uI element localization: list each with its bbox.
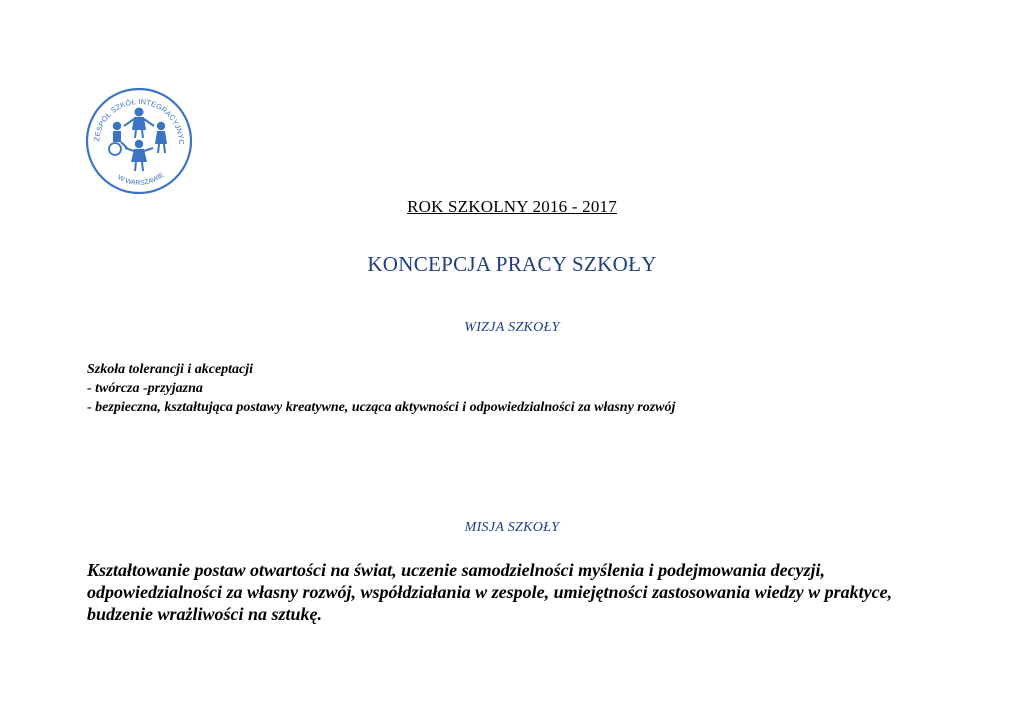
vision-line: - twórcza -przyjazna — [87, 381, 203, 396]
school-year-title: ROK SZKOLNY 2016 - 2017 — [407, 197, 617, 216]
mission-heading: MISJA SZKOŁY — [464, 520, 560, 535]
logo-arc-text-top: ZESPÓŁ SZKÓŁ INTEGRACYJNYC — [92, 96, 187, 146]
mission-line: budzenie wrażliwości na sztukę. — [87, 604, 323, 624]
mission-line: odpowiedzialności za własny rozwój, współdziałania w zespole, umiejętności zastosowania wiedzy w praktyce, — [87, 582, 893, 602]
children-figures-icon — [109, 108, 167, 172]
mission-line: Kształtowanie postaw otwartości na świat, uczenie samodzielności myślenia i podejmowania decyzji, — [87, 560, 826, 580]
school-logo — [84, 86, 194, 196]
vision-statement — [87, 360, 675, 417]
vision-heading: WIZJA SZKOŁY — [464, 320, 560, 335]
logo-arc-text-bottom: W WARSZAWIE — [116, 171, 166, 187]
vision-line: - bezpieczna, kształtująca postawy kreatywne, ucząca aktywności i odpowiedzialności za własny rozwój — [87, 400, 676, 415]
vision-line: Szkoła tolerancji i akceptacji — [87, 362, 254, 377]
document-title: KONCEPCJA PRACY SZKOŁY — [367, 252, 657, 276]
school-logo-emblem — [84, 86, 194, 196]
mission-statement — [87, 559, 947, 625]
